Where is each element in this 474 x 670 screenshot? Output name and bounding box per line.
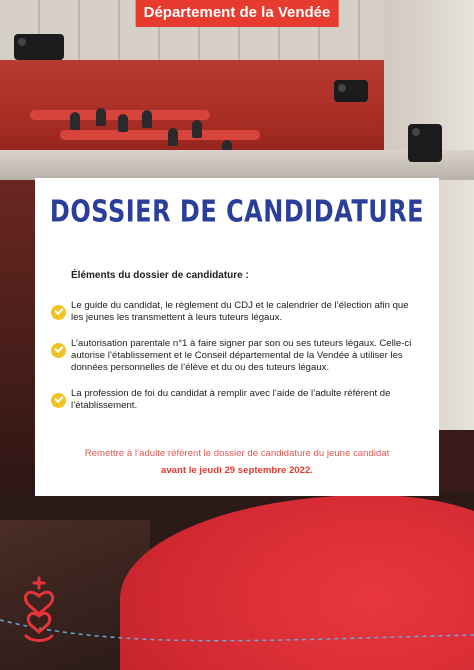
list-item-text: L’autorisation parentale n°1 à faire signer par son ou ses tuteurs légaux. Celle-ci autorise l’établissement et le Conseil départemental de la Vendée à utiliser les données personnelles de l’élève et du ou des tuteurs légaux. <box>71 338 412 373</box>
check-circle-icon <box>51 305 66 320</box>
balcony-rail <box>0 150 474 180</box>
audience-person <box>192 120 202 138</box>
audience-person <box>96 108 106 126</box>
camera-icon <box>408 124 442 162</box>
audience-person <box>168 128 178 146</box>
list-item-text: La profession de foi du candidat à remplir avec l’aide de l’adulte référent de l’établissement. <box>71 388 391 411</box>
dashed-path <box>0 600 474 670</box>
list-item <box>51 388 423 412</box>
document-list <box>51 300 423 426</box>
check-circle-icon <box>51 393 66 408</box>
vendee-hearts-logo <box>18 574 60 644</box>
list-item-text: Le guide du candidat, le règlement du CDJ et le calendrier de l’élection afin que les jeunes les transmettent à leurs tuteurs légaux. <box>71 300 409 323</box>
list-item <box>51 300 423 324</box>
audience-person <box>142 110 152 128</box>
camera-icon <box>14 34 64 60</box>
deadline-date: avant le jeudi 29 septembre 2022. <box>161 465 313 476</box>
info-card <box>35 178 439 496</box>
submission-instruction: Remettre à l’adulte référent le dossier de candidature du jeune candidat <box>84 448 390 459</box>
audience-person <box>118 114 128 132</box>
camera-icon <box>334 80 368 102</box>
audience-person <box>70 112 80 130</box>
check-circle-icon <box>51 343 66 358</box>
page-title: DOSSIER DE CANDIDATURE <box>49 194 425 229</box>
section-heading: Éléments du dossier de candidature : <box>71 270 249 281</box>
department-banner: Département de la Vendée <box>136 0 339 27</box>
list-item <box>51 338 423 374</box>
seat-row <box>60 130 260 140</box>
